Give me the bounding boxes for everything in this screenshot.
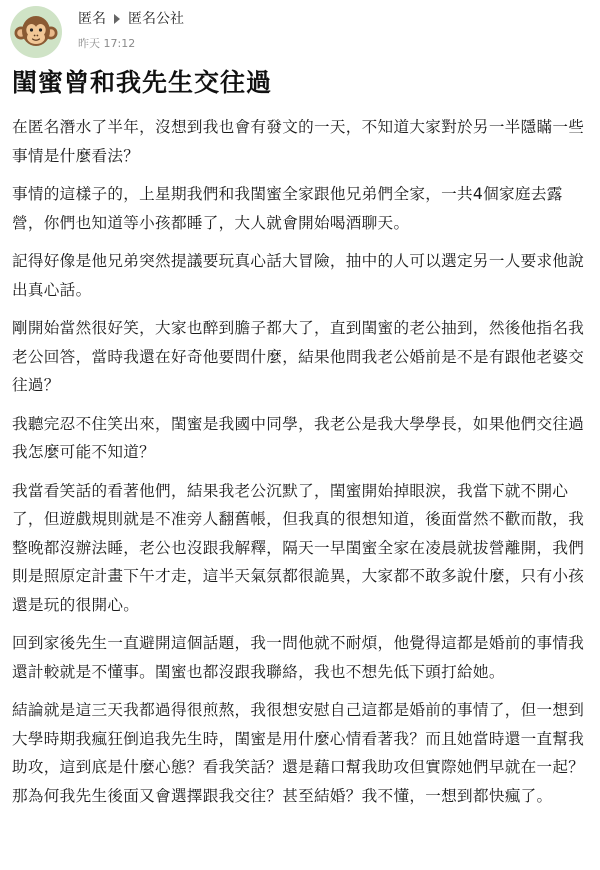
body-paragraph: 事情的這樣子的，上星期我們和我閨蜜全家跟他兄弟們全家，一共4個家庭去露營，你們也知道等小孩都睡了，大人就會開始喝酒聊天。 xyxy=(12,185,563,232)
body-paragraph: 我聽完忍不住笑出來，閨蜜是我國中同學，我老公是我大學學長，如果他們交往過我怎麼可能不知道？ xyxy=(12,414,585,461)
body-paragraph: 回到家後先生一直避開這個話題，我一問他就不耐煩，他覺得這都是婚前的事情我還計較就是不懂事。閨蜜也都沒跟我聯絡，我也不想先低下頭打給她。 xyxy=(12,634,585,681)
breadcrumb xyxy=(78,10,184,28)
body-paragraph: 剛開始當然很好笑，大家也醉到膽子都大了，直到閨蜜的老公抽到，然後他指名我老公回答，當時我還在好奇他要問什麼，結果他問我老公婚前是不是有跟他老婆交往過？ xyxy=(12,319,585,394)
post-title: 閨蜜曾和我先生交往過 xyxy=(12,68,273,97)
author-name[interactable]: 匿名 xyxy=(78,11,106,27)
body-paragraph: 在匿名潛水了半年，沒想到我也會有發文的一天，不知道大家對於另一半隱瞞一些事情是什麼看法？ xyxy=(12,118,585,165)
body-paragraph: 結論就是這三天我都過得很煎熬，我很想安慰自己這都是婚前的事情了，但一想到大學時期我瘋狂倒追我先生時，閨蜜是用什麼心情看著我？而且她當時還一直幫我助攻，這到底是什麼心態？看我笑話？還是藉口幫我助攻但實際她們早就在一起？那為何我先生後面又會選擇跟我交往？甚至結婚？我不懂，一想到都快瘋了。 xyxy=(12,701,585,805)
caret-right-icon xyxy=(114,14,120,24)
monkey-icon xyxy=(10,6,62,58)
post-meta xyxy=(78,6,184,51)
body-paragraph: 我當看笑話的看著他們，結果我老公沉默了，閨蜜開始掉眼淚，我當下就不開心了，但遊戲規則就是不准旁人翻舊帳，但我真的很想知道，後面當然不歡而散，我整晚都沒辦法睡，老公也沒跟我解釋，隔天一早閨蜜全家在凌晨就拔營離開，我們則是照原定計畫下午才走，這半天氣氛都很詭異，大家都不敢多說什麼，只有小孩還是玩的很開心。 xyxy=(12,481,585,614)
post-header xyxy=(12,0,588,62)
post-body xyxy=(12,113,588,810)
board-link[interactable]: 匿名公社 xyxy=(128,11,184,27)
post-timestamp: 昨天 17:12 xyxy=(78,37,136,50)
avatar[interactable] xyxy=(10,6,62,58)
body-paragraph: 記得好像是他兄弟突然提議要玩真心話大冒險，抽中的人可以選定另一人要求他說出真心話。 xyxy=(12,252,585,299)
